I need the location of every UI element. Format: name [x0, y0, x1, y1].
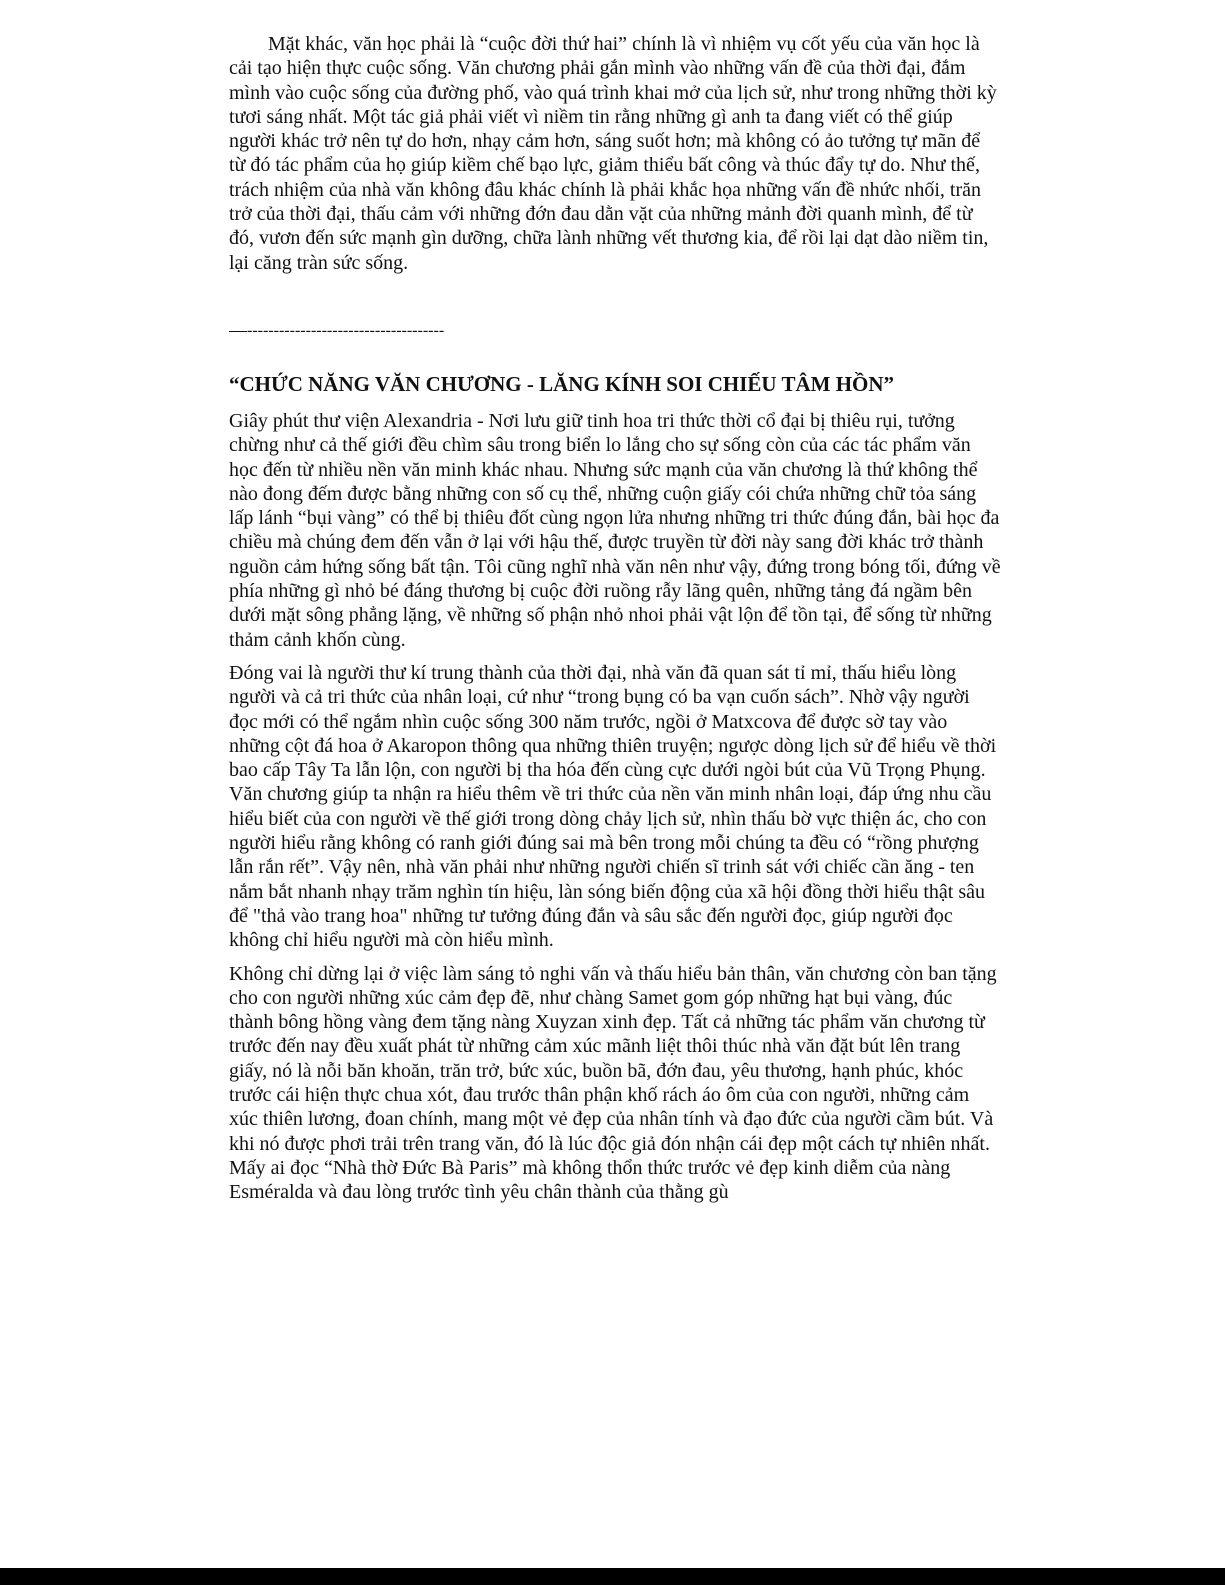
- divider-rule: [229, 331, 247, 332]
- body-paragraph-alexandria: Giây phút thư viện Alexandria - Nơi lưu giữ tinh hoa tri thức thời cổ đại bị thiêu rụi, tưởng chừng như cả thế giới đều chìm sâu trong biển lo lắng cho sự sống còn của các tác phẩm văn học đến từ nhiều nền văn minh khác nhau. Nhưng sức mạnh của văn chương là thứ không thể nào đong đếm được bằng những con số cụ thể, những cuộn giấy cói chứa những chữ tỏa sáng lấp lánh “bụi vàng” có thể bị thiêu đốt cùng ngọn lửa nhưng những tri thức đúng đắn, bài học đa chiều mà chúng đem đến vẫn ở lại với hậu thế, được truyền từ đời này sang đời khác trở thành nguồn cảm hứng sống bất tận. Tôi cũng nghĩ nhà văn nên như vậy, đứng trong bóng tối, đứng về phía những gì nhỏ bé đáng thương bị cuộc đời ruồng rẫy lãng quên, những tảng đá ngầm bên dưới mặt sông phẳng lặng, về những số phận nhỏ nhoi phải vật lộn để tồn tại, để sống từ những thảm cảnh khốn cùng.: [229, 409, 1001, 651]
- divider-dashes: -------------------------------------: [247, 321, 445, 339]
- intro-paragraph: Mặt khác, văn học phải là “cuộc đời thứ hai” chính là vì nhiệm vụ cốt yếu của văn học là cải tạo hiện thực cuộc sống. Văn chương phải gắn mình vào những vấn đề của thời đại, đắm mình vào cuộc sống của đường phố, vào quá trình khai mở của lịch sử, như trong những thời kỳ tươi sáng nhất. Một tác giả phải viết vì niềm tin rằng những gì anh ta đang viết có thể giúp người khác trở nên tự do hơn, nhạy cảm hơn, sáng suốt hơn; mà không có ảo tưởng tự mãn để từ đó tác phẩm của họ giúp kiềm chế bạo lực, giảm thiểu bất công và thúc đẩy tự do. Như thế, trách nhiệm của nhà văn không đâu khác chính là phải khắc họa những vấn đề nhức nhối, trăn trở của thời đại, thấu cảm với những đớn đau dằn vặt của những mảnh đời quanh mình, để từ đó, vươn đến sức mạnh gìn dưỡng, chữa lành những vết thương kia, để rồi lại dạt dào niềm tin, lại căng tràn sức sống.: [229, 33, 997, 274]
- document-page: [229, 32, 1001, 1204]
- section-title: “CHỨC NĂNG VĂN CHƯƠNG - LĂNG KÍNH SOI CHIẾU TÂM HỒN”: [229, 371, 895, 396]
- page-bottom-edge: [0, 1568, 1225, 1585]
- body-paragraph-emotions: Không chỉ dừng lại ở việc làm sáng tỏ nghi vấn và thấu hiểu bản thân, văn chương còn ban tặng cho con người những xúc cảm đẹp đẽ, như chàng Samet gom góp những hạt bụi vàng, đúc thành bông hồng vàng đem tặng nàng Xuyzan xinh đẹp. Tất cả những tác phẩm văn chương từ trước đến nay đều xuất phát từ những cảm xúc mãnh liệt thôi thúc nhà văn đặt bút lên trang giấy, nó là nỗi băn khoăn, trăn trở, bức xúc, buồn bã, đớn đau, yêu thương, hạnh phúc, khóc trước cái hiện thực chua xót, đau trước thân phận khố rách áo ôm của con người, những cảm xúc thiên lương, đoan chính, mang một vẻ đẹp của nhân tính và đạo đức của người cầm bút. Và khi nó được phơi trải trên trang văn, đó là lúc độc giả đón nhận cái đẹp một cách tự nhiên nhất. Mấy ai đọc “Nhà thờ Đức Bà Paris” mà không thổn thức trước vẻ đẹp kinh diễm của nàng Esméralda và đau lòng trước tình yêu chân thành của thằng gù: [229, 962, 997, 1204]
- body-paragraph-secretary: Đóng vai là người thư kí trung thành của thời đại, nhà văn đã quan sát tỉ mỉ, thấu hiểu lòng người và cả tri thức của nhân loại, cứ như “trong bụng có ba vạn cuốn sách”. Nhờ vậy người đọc mới có thể ngắm nhìn cuộc sống 300 năm trước, ngồi ở Matxcova để được sờ tay vào những cột đá hoa ở Akaropon thông qua những thiên truyện; ngược dòng lịch sử để hiểu về thời bao cấp Tây Ta lẫn lộn, con người bị tha hóa đến cùng cực dưới ngòi bút của Vũ Trọng Phụng. Văn chương giúp ta nhận ra hiểu thêm về tri thức của nền văn minh nhân loại, đáp ứng nhu cầu hiểu biết của con người về thế giới trong dòng chảy lịch sử, nhìn thấu bờ vực thiện ác, cho con người hiểu rằng không có ranh giới đúng sai mà bên trong mỗi chúng ta đều có “rồng phượng lẫn rắn rết”. Vậy nên, nhà văn phải như những người chiến sĩ trinh sát với chiếc cần ăng - ten nắm bắt nhanh nhạy trăm nghìn tín hiệu, làn sóng biến động của xã hội đồng thời hiểu thật sâu để "thả vào trang hoa" những tư tưởng đúng đắn và sâu sắc đến người đọc, giúp người đọc không chỉ hiểu người mà còn hiểu mình.: [229, 661, 997, 952]
- section-divider: [229, 322, 1001, 340]
